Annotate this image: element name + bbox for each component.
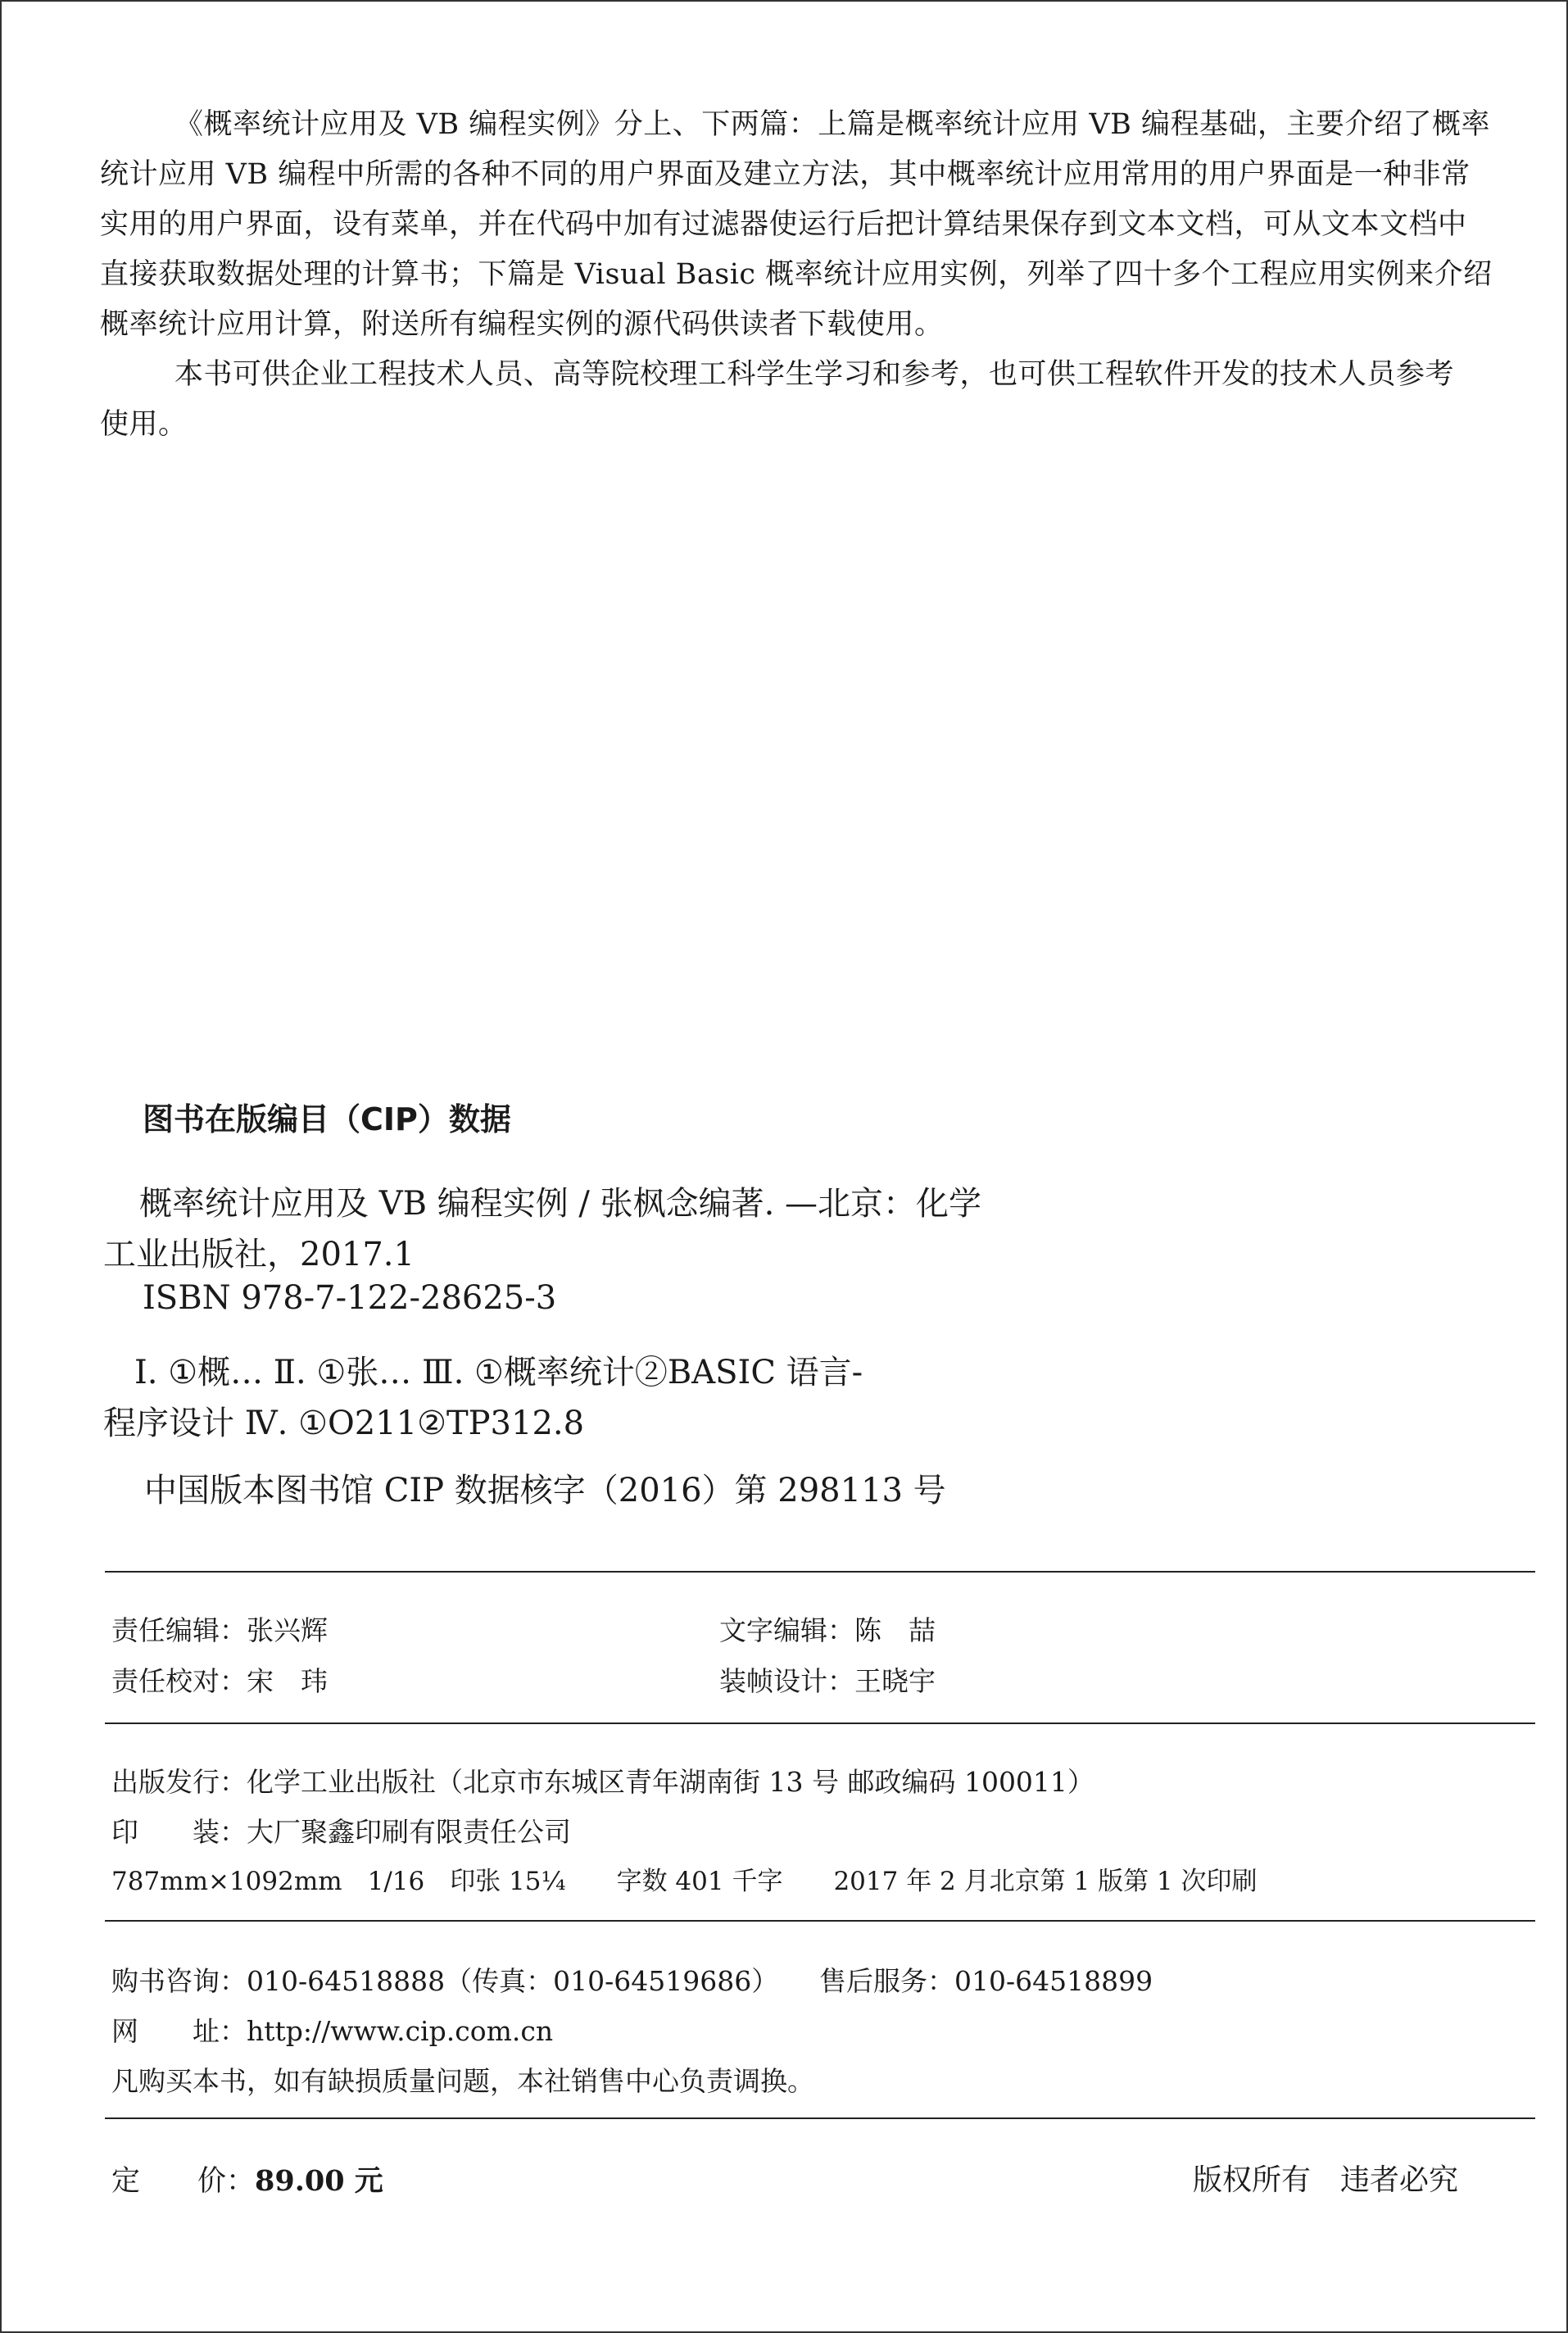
website-info: 网 址：http://www.cip.com.cn	[111, 2015, 554, 2047]
credit-proofreader: 责任校对：宋 玮	[111, 1665, 328, 1697]
aftersale-contact: 售后服务：010-64518899	[819, 1965, 1153, 1997]
credit-text-editor: 文字编辑：陈 喆	[719, 1614, 936, 1646]
paragraph-line: 统计应用 VB 编程中所需的各种不同的用户界面及建立方法，其中概率统计应用常用的用户界面是一种非常	[100, 158, 1471, 191]
paragraph-line: 实用的用户界面，设有菜单，并在代码中加有过滤器使运行后把计算结果保存到文本文档，可从文本文档中	[100, 208, 1467, 241]
cip-isbn: ISBN 978-7-122-28625-3	[143, 1279, 557, 1317]
price-value: 89.00 元	[255, 2164, 383, 2198]
publisher-info: 出版发行：化学工业出版社（北京市东城区青年湖南街 13 号 邮政编码 100011）	[111, 1766, 1094, 1798]
divider	[105, 1920, 1535, 1922]
paragraph-line: 《概率统计应用及 VB 编程实例》分上、下两篇：上篇是概率统计应用 VB 编程基础，主要介绍了概率	[174, 108, 1490, 141]
paragraph-summary	[100, 100, 1527, 350]
cip-publisher-line: 工业出版社，2017.1	[103, 1236, 415, 1273]
paragraph-line: 直接获取数据处理的计算书；下篇是 Visual Basic 概率统计应用实例，列举了四十多个工程应用实例来介绍	[100, 258, 1493, 291]
credit-designer: 装帧设计：王晓宇	[719, 1665, 936, 1697]
cip-record-number: 中国版本图书馆 CIP 数据核字（2016）第 298113 号	[144, 1472, 946, 1509]
print-specs: 787mm×1092mm 1/16 印张 15¼ 字数 401 千字 2017 年 2 月北京第 1 版第 1 次印刷	[111, 1867, 1258, 1896]
cip-classification-line: Ⅰ. ①概… Ⅱ. ①张… Ⅲ. ①概率统计②BASIC 语言-	[134, 1354, 863, 1391]
copyright-notice: 版权所有 违者必究	[1193, 2163, 1459, 2197]
divider	[105, 1723, 1535, 1724]
divider	[105, 1571, 1535, 1573]
paragraph-line: 使用。	[100, 408, 188, 441]
credit-editor: 责任编辑：张兴辉	[111, 1614, 328, 1646]
book-description	[100, 100, 1527, 450]
cip-heading: 图书在版编目（CIP）数据	[143, 1101, 511, 1137]
printer-info: 印 装：大厂聚鑫印刷有限责任公司	[111, 1816, 571, 1848]
paragraph-audience	[100, 350, 1527, 450]
price-label: 定 价：	[111, 2165, 256, 2198]
cip-classification-line: 程序设计 Ⅳ. ①O211②TP312.8	[103, 1405, 585, 1442]
divider	[105, 2117, 1535, 2119]
cip-title-line: 概率统计应用及 VB 编程实例 / 张枫念编著. —北京：化学	[139, 1185, 982, 1223]
quality-notice: 凡购买本书，如有缺损质量问题，本社销售中心负责调换。	[111, 2065, 814, 2097]
paragraph-line: 本书可供企业工程技术人员、高等院校理工科学生学习和参考，也可供工程软件开发的技术人员参考	[174, 358, 1455, 391]
paragraph-line: 概率统计应用计算，附送所有编程实例的源代码供读者下载使用。	[100, 308, 944, 341]
purchase-contact: 购书咨询：010-64518888（传真：010-64519686）	[111, 1965, 779, 1997]
price	[111, 2158, 383, 2199]
